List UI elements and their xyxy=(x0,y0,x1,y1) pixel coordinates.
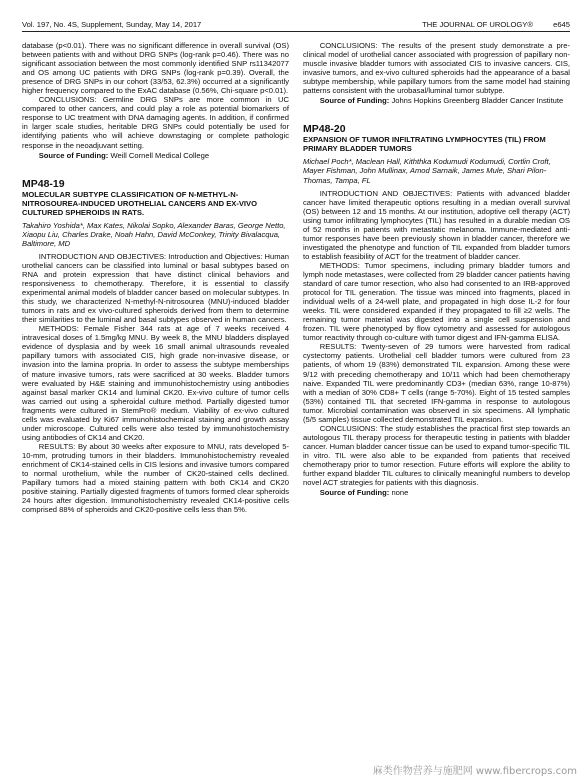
abstract-id: MP48-20 xyxy=(303,123,346,136)
left-column xyxy=(22,41,289,514)
header-rule xyxy=(22,31,570,32)
methods-paragraph: METHODS: Tumor specimens, including primary bladder tumors and lymph node metastases, were collected from 29 bladder cancer patients having standard of care tumor resection, who also had consented to an IRB-approved protocol for TIL generation. The tissue was minced into fragments, placed in individual wells of a 24-well plate, and propagated in high dose IL-2 for four weeks. TIL were considered expanded if they propagated to fill ≥2 wells. The remaining tumor material was digested into a single cell suspension and frozen. TIL were phenotyped by flow cytometry and assessed for autologous tumor reactivity through co-culture with tumor digest and IFN-gamma ELISA. xyxy=(303,260,570,343)
conclusions-paragraph: CONCLUSIONS: Germline DRG SNPs are more common in UC compared to other cancers, and could play a role as potential biomarkers of response to UC treatment with DNA damaging agents. In addition, if confirmed in larger scale studies, heritable DRG SNPs could potentially be used for identifying patients who will achieve downstaging or complete pathologic response in the neoadjuvant setting. xyxy=(22,95,289,150)
funding-label: Source of Funding: xyxy=(319,488,390,498)
methods-paragraph: METHODS: Female Fisher 344 rats at age of 7 weeks received 4 intravesical doses of 1.5mg/kg MNU. By week 8, the MNU bladders displayed evidence of dysplasia and by week 16 small animal ultrasounds revealed papillary tumors with associated CIS, high grade non-invasive disease, or invasion into the lamina propria. In order to assess the subtype memberships of mature invasive tumors, rats were sacrificed at 30 weeks. Bladder tumors were evaluated by H&E staining and immunohistochemistry using antibodies against basal marker CK14 and luminal CK20. Ex-vivo culture of tumor cells was carried out using a spheroidal culture method. Partially digested tumor fragments were cultured in StemPro® medium. Viability of ex-vivo cultured cells was evaluated by Ki67 immunohistochemical staining and growth assay under microscope. Cultured cells were also tested by immunohistochemistry using antibodies of CK14 and CK20. xyxy=(22,324,289,442)
introduction-paragraph: INTRODUCTION AND OBJECTIVES: Introduction and Objectives: Human urothelial cancers can be classified into luminal or basal subtypes based on RNA and protein expression that have distinct clinical behaviors and responsiveness to chemotherapy. Therefore, it is essential to classify experimental animal models of bladder cancer based on molecular subtypes. In this study, we characterized N-methyl-N-nitrosourea (MNU)-induced bladder tumors in rats and ex vivo-cultured spheroids derived from them to determine their similarities to the luminal and basal subtypes observed in human cancers. xyxy=(22,251,289,325)
abstract-title: EXPANSION OF TUMOR INFILTRATING LYMPHOCYTES (TIL) FROM PRIMARY BLADDER TUMORS xyxy=(303,135,546,154)
journal-issue-info: Vol. 197, No. 4S, Supplement, Sunday, May 14, 2017 xyxy=(22,20,202,29)
abstract-authors: Michael Poch*, Maclean Hall, Kiththka Kodumudi Kodumudi, Cortlin Croft, Mayer Fishman, John Mullinax, Amod Sarnaik, James Mule, Shari Pilon-Thomas, Tampa, FL xyxy=(303,157,551,185)
funding-line xyxy=(303,96,570,105)
funding-line xyxy=(22,151,289,160)
introduction-paragraph: INTRODUCTION AND OBJECTIVES: Patients with advanced bladder cancer have limited therapeutic options resulting in a median overall survival (OS) between 12 and 15 months. At our institution, adoptive cell therapy (ACT) using tumor infiltrating lymphocytes (TIL) has resulted in a durable median OS of 52 months in patients with metastatic melanoma. Immune-mediated anti-tumor responses have been previously shown in bladder cancer, therefore we investigated the phenotype and function of TIL expanded from bladder tumors to establish feasibility of ACT for the treatment of bladder cancer. xyxy=(303,188,570,261)
conclusions-paragraph: CONCLUSIONS: The study establishes the practical first step towards an autologous TIL therapy process for therapeutic testing in patients with bladder cancer. Human bladder cancer tissue can be used to expand tumor-specific TIL in vitro. TIL were also able to be expanded from patients that received chemotherapy prior to tumor resection. Future efforts will explore the ability to further expand bladder TIL cultures to clinically meaningful numbers to develop novel ACT strategies for patients with this diagnosis. xyxy=(303,423,570,488)
right-column xyxy=(303,41,570,497)
results-paragraph: RESULTS: Twenty-seven of 29 tumors were harvested from radical cystectomy patients. Urothelial cell bladder tumors were cultured from 23 patients, of whom 19 (83%) demonstrated TIL expansion. Among these were 9/12 with preceding chemotherapy and 10/11 which had been chemotherapy naive. Expanded TIL were predominantly CD3+ (median 63%, range 10-87%) with a median of 30% CD8+ T cells (range 5-70%). Eight of 15 tested samples (53%) contained TIL that secreted IFN-gamma in response to autologous tumor. Microbial contamination was observed in six specimens. All lymphatic (5/5 samples) tissue collected demonstrated TIL expansion. xyxy=(303,342,570,424)
conclusions-paragraph: CONCLUSIONS: The results of the present study demonstrate a pre-clinical model of urothelial cancer associated with progression of papillary non-muscle invasive bladder tumors with associated CIS to invasive cancers. CIS, invasive tumors, and ex-vivo cultured spheroids had the appearance of a basal subtype membership, while papillary tumors from the same model had staining patterns consistent with the urobasal/luminal tumor subtype. xyxy=(303,41,570,96)
funding-text: Johns Hopkins Greenberg Bladder Cancer Institute xyxy=(389,96,564,106)
funding-line xyxy=(303,488,570,497)
website-watermark: 麻类作物营养与施肥网 www.fibercrops.com xyxy=(372,766,577,777)
abstract-authors: Takahiro Yoshida*, Max Kates, Nikolai Sopko, Alexander Baras, George Netto, Xiaopu Liu, Charles Drake, Noah Hahn, David McConkey, Trinity Bivalacqua, Baltimore, MD xyxy=(22,220,286,248)
running-header xyxy=(22,20,570,30)
results-paragraph: RESULTS: By about 30 weeks after exposure to MNU, rats developed 5-10-mm, protruding tumors in their bladders. Immunohistochemistry revealed enrichment of CK14-stained cells in CIS lesions and invasive tumors compared to normal urothelium, while the number of CK20-stained cells declined. Papillary tumors had a mixed staining pattern with both CK14 and CK20 positive staining. Partially digested fragments of tumors formed clear spheroids 24 hours after digestion. Immunohistochemistry revealed CK14-positive cells comprised 88% of spheroids and CK20-positive cells less than 5%. xyxy=(22,441,289,515)
funding-text: none xyxy=(389,488,409,498)
page-number: e645 xyxy=(553,20,570,29)
continued-results-paragraph: database (p<0.01). There was no significant difference in overall survival (OS) between patients with and without DRG SNPs (log-rank p=0.46). There was no significant association between the most commonly identified SNP rs11342077 and OS among UC patients with DRG SNPs (log-rank p=0.39). Overall, the presence of DRG SNPs in our cohort (33/53, 62.3%) occurred at a significantly higher frequency compared to the ExAC database (0.56%, Chi-square p<0.01). xyxy=(22,41,289,96)
journal-name: THE JOURNAL OF UROLOGY® xyxy=(422,20,533,29)
abstract-title: MOLECULAR SUBTYPE CLASSIFICATION OF N-METHYL-N-NITROSOUREA-INDUCED UROTHELIAL CANCERS AND EX-VIVO CULTURED SPHEROIDS IN RATS. xyxy=(22,189,257,217)
funding-label: Source of Funding: xyxy=(319,96,390,106)
funding-text: Weill Cornell Medical College xyxy=(108,150,210,160)
funding-label: Source of Funding: xyxy=(38,150,109,160)
abstract-id: MP48-19 xyxy=(22,177,65,190)
